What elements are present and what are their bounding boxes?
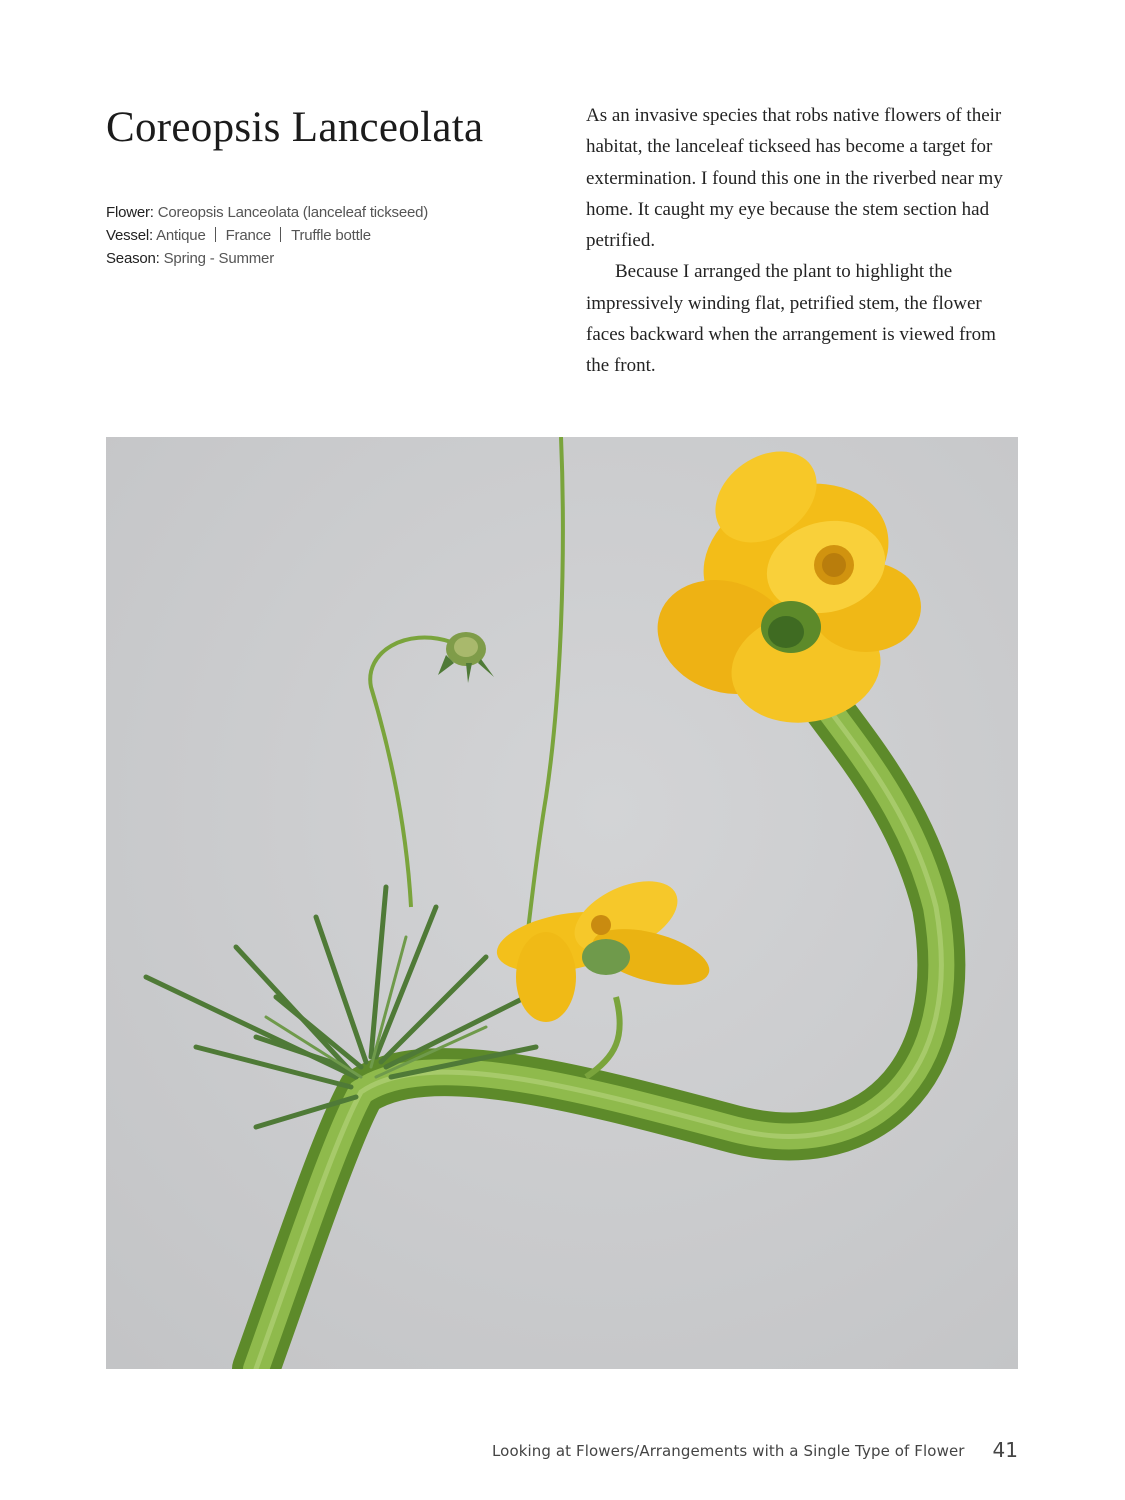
arrangement-details [106, 201, 428, 270]
coreopsis-arrangement-photo [106, 437, 1018, 1369]
paragraph: Because I arranged the plant to highlight the impressively winding flat, petrified stem, the flower faces backward when the arrangement is viewed from the front. [586, 261, 996, 377]
description-text [586, 100, 1016, 382]
page-number: 41 [992, 1438, 1018, 1462]
photo-illustration [106, 437, 1018, 1369]
divider [215, 227, 216, 242]
season-label: Season: [106, 250, 160, 267]
vessel-origin: Antique [156, 227, 206, 244]
flower-value: Coreopsis Lanceolata (lanceleaf tickseed) [157, 204, 429, 221]
flower-detail [106, 201, 428, 224]
paragraph: As an invasive species that robs native flowers of their habitat, the lanceleaf tickseed has become a target for extermination. I found this one in the riverbed near my home. It caught my eye because the stem section had petrified. [586, 105, 1003, 252]
page-footer [492, 1438, 1018, 1462]
flower-label: Flower: [106, 204, 154, 221]
divider [280, 227, 281, 242]
page-title: Coreopsis Lanceolata [106, 104, 484, 151]
season-value: Spring - Summer [163, 250, 274, 267]
season-detail [106, 247, 428, 270]
vessel-country: France [225, 227, 272, 244]
vessel-label: Vessel: [106, 227, 153, 244]
running-title: Looking at Flowers/Arrangements with a Single Type of Flower [491, 1442, 965, 1460]
vessel-detail [106, 224, 428, 247]
vessel-type: Truffle bottle [291, 227, 371, 244]
